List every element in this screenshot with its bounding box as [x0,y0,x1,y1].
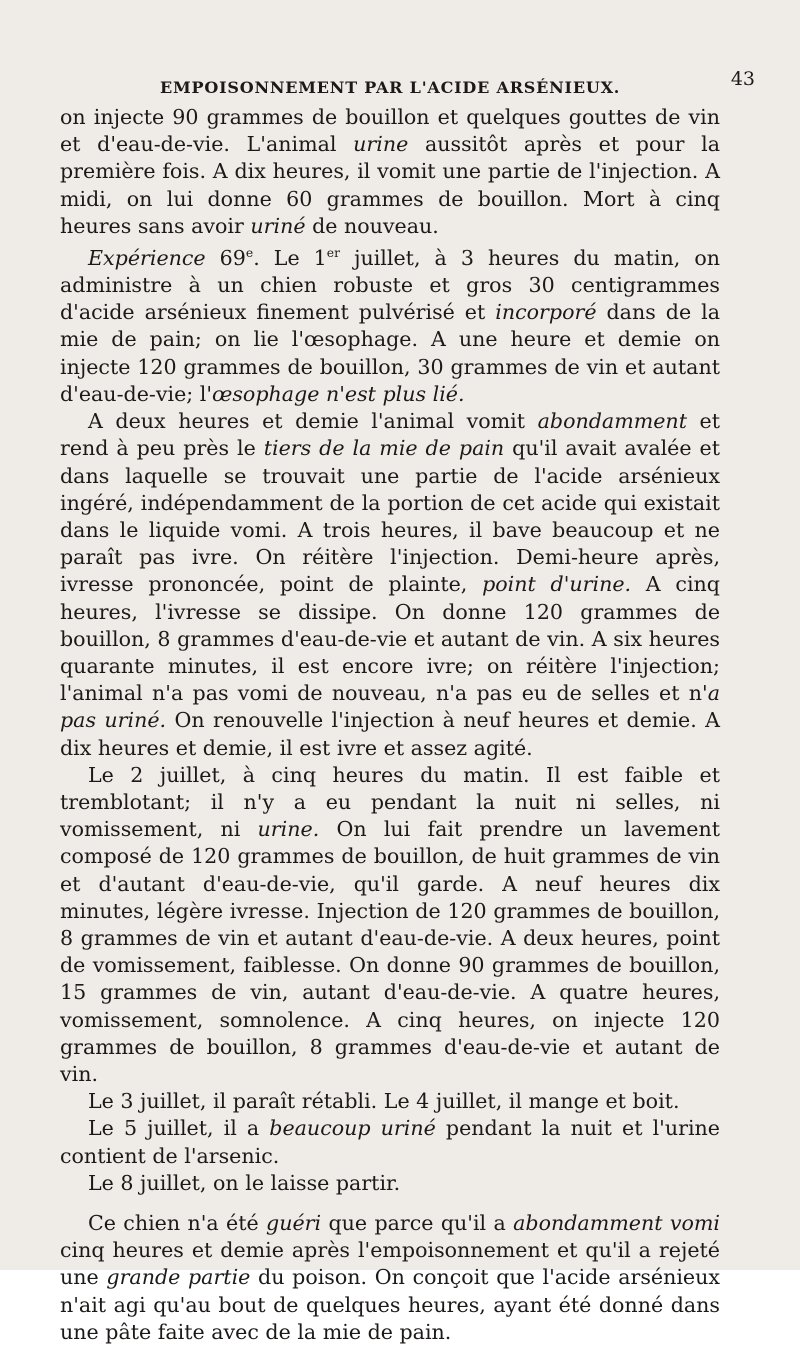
paragraph [60,1115,720,1169]
paragraph [60,1170,720,1197]
italic-text: œsophage n'est plus lié. [212,381,465,406]
italic-text: point d'urine. [482,572,632,597]
paragraph [60,762,720,1088]
italic-text: urine [353,132,409,157]
text-run: A deux heures et demie l'animal vomit [88,409,538,434]
italic-text: abondamment [537,409,687,434]
italic-text: urine. [257,817,320,842]
superscript-text: er [326,246,341,261]
italic-text: tiers de la mie de pain [263,436,505,461]
italic-text: a pas uriné. [60,681,720,733]
page-header [160,68,755,98]
paragraph [60,1210,720,1346]
text-run: . Le 1 [253,245,327,270]
text-run: du poison. On conçoit que l'acide arsénieux n'ait agi qu'au bout de quelques heures, ayant été donné dans une pâte faite avec de la mie de pain. [60,1265,721,1344]
text-run: que parce qu'il a [321,1210,514,1235]
italic-text: beaucoup uriné [269,1116,436,1141]
text-run: et rend à peu près le [60,409,720,461]
text-run: qu'il avait avalée et dans laquelle se trouvait une partie de l'acide arsénieux ingéré, indépendamment de la portion de cet acide qui existait dans le liquide vomi. A trois heures, il bave beaucoup et ne paraît pas ivre. On réitère l'injection. Demi-heure après, ivresse prononcée, point de plainte, [60,436,720,597]
text-run: Le 8 juillet, on le laisse partir. [88,1170,401,1195]
text-run: pendant la nuit et l'urine contient de l'arsenic. [60,1116,720,1168]
italic-text: abondamment vomi [513,1210,720,1235]
italic-text: Expérience [88,245,206,270]
text-run: A cinq heures, l'ivresse se dissipe. On donne 120 grammes de bouillon, 8 grammes d'eau-de-vie et autant de vin. A six heures quarante minutes, il est encore ivre; on réitère l'injection; l'animal n'a pas vomi de nouveau, n'a pas eu de selles et n' [60,572,720,706]
text-run: On renouvelle l'injection à neuf heures et demie. A dix heures et demie, il est ivre et assez agité. [60,708,720,760]
italic-text: grande partie [106,1265,251,1290]
text-run: Ce chien n'a été [88,1210,267,1235]
italic-text: incorporé [495,300,597,325]
text-run: Le 2 juillet, à cinq heures du matin. Il est faible et tremblotant; il n'y a eu pendant la nuit ni selles, ni vomissement, ni [60,762,720,842]
italic-text: guéri [266,1210,322,1235]
paragraph [60,240,720,408]
running-title: EMPOISONNEMENT PAR L'ACIDE ARSÉNIEUX. [160,78,621,97]
text-run: 69 [205,245,246,270]
text-run: juillet, à 3 heures du matin, on administre à un chien robuste et gros 30 centigrammes d'acide arsénieux finement pulvérisé et [60,245,720,325]
text-run: On lui fait prendre un lavement composé de 120 grammes de bouillon, de huit grammes de vin et d'autant d'eau-de-vie, qu'il garde. A neuf heures dix minutes, légère ivresse. Injection de 120 grammes de bouillon, 8 grammes de vin et autant d'eau-de-vie. A deux heures, point de vomissement, faiblesse. On donne 90 grammes de bouillon, 15 grammes de vin, autant d'eau-de-vie. A quatre heures, vomissement, somnolence. A cinq heures, on injecte 120 grammes de bouillon, 8 grammes d'eau-de-vie et autant de vin. [60,817,721,1086]
paragraph [60,104,720,240]
superscript-text: e [245,246,254,261]
text-run: Le 5 juillet, il a [88,1116,270,1141]
page-number: 43 [730,68,755,90]
text-run: Le 3 juillet, il paraît rétabli. Le 4 juillet, il mange et boit. [88,1089,680,1114]
text-run: de nouveau. [305,213,439,238]
paragraph [60,408,720,762]
text-run: on injecte 90 grammes de bouillon et quelques gouttes de vin et d'eau-de-vie. L'animal [60,105,720,157]
body-text [60,104,720,1346]
text-run: cinq heures et demie après l'empoisonnement et qu'il a rejeté une [60,1238,720,1290]
paragraph [60,1088,720,1115]
text-run: dans de la mie de pain; on lie l'œsophage. A une heure et demie on injecte 120 grammes de bouillon, 30 grammes de vin et autant d'eau-de-vie; l' [60,300,720,406]
text-run: aussitôt après et pour la première fois. A dix heures, il vomit une partie de l'injection. A midi, on lui donne 60 grammes de bouillon. Mort à cinq heures sans avoir [60,132,720,238]
italic-text: uriné [250,213,306,238]
